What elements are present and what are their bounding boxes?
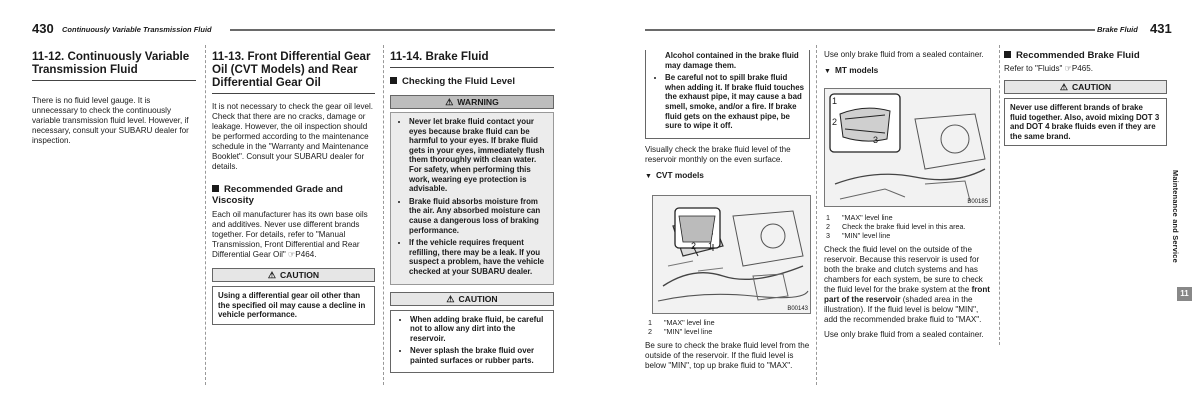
body-text: Refer to "Fluids" ☞P465. <box>1004 64 1094 73</box>
warning-label: ⚠ WARNING <box>390 95 554 109</box>
brake-fluid-column-5 <box>824 50 992 77</box>
caution-box: Never use different brands of brake fluid together. Also, avoid mixing DOT 3 and DOT 4 brake fluids even if they are the same brand. <box>1004 98 1167 146</box>
cvt-models-heading: ▼ CVT models <box>645 169 704 180</box>
sub-heading: Recommended Grade and Viscosity <box>212 184 343 206</box>
caution-item: • When adding brake fluid, be careful not to allow any dirt into the reservoir. <box>410 315 548 344</box>
caution-continued-text: Alcohol contained in the brake fluid may damage them. <box>665 51 799 70</box>
square-bullet-icon <box>212 185 219 192</box>
body-text: Use only brake fluid from a sealed container. <box>824 330 984 339</box>
body-text: Use only brake fluid from a sealed container. <box>824 50 984 59</box>
mt-reservoir-illustration <box>824 88 991 207</box>
cvt-list-and-text <box>645 318 814 376</box>
warning-triangle-icon: ⚠ <box>267 270 276 280</box>
callout-number: 2 <box>832 117 838 127</box>
caution-box <box>390 310 554 374</box>
body-text: It is not necessary to check the gear oil level. Check that there are no cracks, damage or leakage. However, the oil inspection should be performed according to the maintenance schedule in the "Warranty and Maintenance Booklet". Consult your SUBARU dealer for details. <box>212 102 374 171</box>
sub-heading: Recommended Brake Fluid <box>1004 50 1167 61</box>
section-title: 11-14. Brake Fluid <box>390 50 554 68</box>
warning-box <box>390 112 554 285</box>
warning-item: • Never let brake fluid contact your eyes because brake fluid can be harmful to your eyes. If brake fluid gets in your eyes, immediately flush them thoroughly with clean water. For safety, when performing this work, wearing eye protection is advisable. <box>409 117 549 194</box>
cvt-reservoir-illustration <box>652 195 811 314</box>
brake-fluid-column-4 <box>645 50 810 182</box>
legend-item: 3 "MIN" level line <box>826 231 891 240</box>
column-divider <box>816 45 817 385</box>
warning-triangle-icon: ⚠ <box>1059 82 1068 92</box>
triangle-down-icon: ▼ <box>824 68 831 75</box>
caution-box-continued <box>645 50 810 139</box>
chapter-tab: 11 <box>1177 287 1192 301</box>
section-11-14 <box>390 50 554 373</box>
column-divider <box>205 45 206 385</box>
column-divider <box>999 45 1000 345</box>
sub-heading: Checking the Fluid Level <box>390 76 554 87</box>
callout-number: 1 <box>708 241 714 251</box>
legend-item: 1 "MAX" level line <box>648 318 715 327</box>
square-bullet-icon <box>1004 51 1011 58</box>
image-code: B00143 <box>787 306 808 312</box>
section-11-12 <box>32 50 196 151</box>
caution-label: ⚠ CAUTION <box>1004 80 1167 94</box>
caution-item: • Never splash the brake fluid over painted surfaces or rubber parts. <box>410 346 548 365</box>
chapter-side-label: Maintenance and Service <box>1171 170 1180 263</box>
engine-bay-drawing <box>653 196 810 313</box>
callout-number: 1 <box>832 96 838 106</box>
legend-item: 1 "MAX" level line <box>826 213 893 222</box>
caution-box: Using a differential gear oil other than the specified oil may cause a decline in vehicle performance. <box>212 286 375 325</box>
recommended-brake-fluid <box>1004 50 1167 146</box>
image-code: B00185 <box>967 199 988 205</box>
warning-triangle-icon: ⚠ <box>446 293 455 304</box>
callout-number: 2 <box>691 241 697 251</box>
right-page-number: 431 <box>1150 21 1172 36</box>
square-bullet-icon <box>390 77 397 84</box>
body-text: There is no fluid level gauge. It is unnecessary to check the continuously variable transmission fluid level. However, if necessary, consult your SUBARU dealer for inspection. <box>32 96 189 145</box>
body-text: Each oil manufacturer has its own base oils and additives. Never use different brands together. For details, refer to "Manual Transmission, Front Differential and Rear Differential Gear Oil" ☞P464. <box>212 210 368 259</box>
left-running-header: Continuously Variable Transmission Fluid <box>62 25 212 34</box>
column-divider <box>383 45 384 385</box>
mt-list-and-text <box>826 213 992 345</box>
section-11-13 <box>212 50 375 325</box>
mt-models-heading: ▼ MT models <box>824 65 879 75</box>
right-header-rule <box>645 29 1095 31</box>
body-text: Check the fluid level on the outside of the reservoir. Because this reservoir is used for both the brake and clutch systems and has chambers for each system, be sure to check the fluid level for the brake system at the front part of the reservoir (shaded area in the illustration). If the fluid level is below "MIN", add the recommended brake fluid to "MAX". <box>824 245 990 324</box>
right-running-header: Brake Fluid <box>1097 25 1138 34</box>
warning-item: • Brake fluid absorbs moisture from the air. Any absorbed moisture can cause a dangerous loss of braking performance. <box>409 197 549 235</box>
body-text: Visually check the brake fluid level of the reservoir monthly on the even surface. <box>645 144 791 164</box>
engine-bay-drawing <box>825 89 990 206</box>
left-page-number: 430 <box>32 21 54 36</box>
triangle-down-icon: ▼ <box>645 172 652 180</box>
legend-item: 2 Check the brake fluid level in this area. <box>826 222 966 231</box>
body-text: Be sure to check the brake fluid level from the outside of the reservoir. If the fluid level is below "MIN", top up brake fluid to "MAX". <box>645 341 810 370</box>
section-title: 11-13. Front Differential Gear Oil (CVT Models) and Rear Differential Gear Oil <box>212 50 375 94</box>
legend-item: 2 "MIN" level line <box>648 327 713 336</box>
section-title: 11-12. Continuously Variable Transmission Fluid <box>32 50 196 81</box>
caution-label: ⚠ CAUTION <box>212 268 375 282</box>
callout-number: 3 <box>873 135 879 145</box>
left-header-rule <box>230 29 555 31</box>
caution-label: ⚠ CAUTION <box>390 292 554 306</box>
legend-list <box>826 213 992 240</box>
warning-triangle-icon: ⚠ <box>445 97 454 107</box>
warning-item: • If the vehicle requires frequent refilling, there may be a leak. If you suspect a problem, have the vehicle checked at your SUBARU dealer. <box>409 238 549 276</box>
legend-list <box>648 318 814 336</box>
caution-item: • Be careful not to spill brake fluid when adding it. If brake fluid touches the exhaust pipe, it may cause a bad smell, smoke, and/or a fire. If brake fluid gets on the exhaust pipe, be sure to wipe it off. <box>665 73 804 131</box>
